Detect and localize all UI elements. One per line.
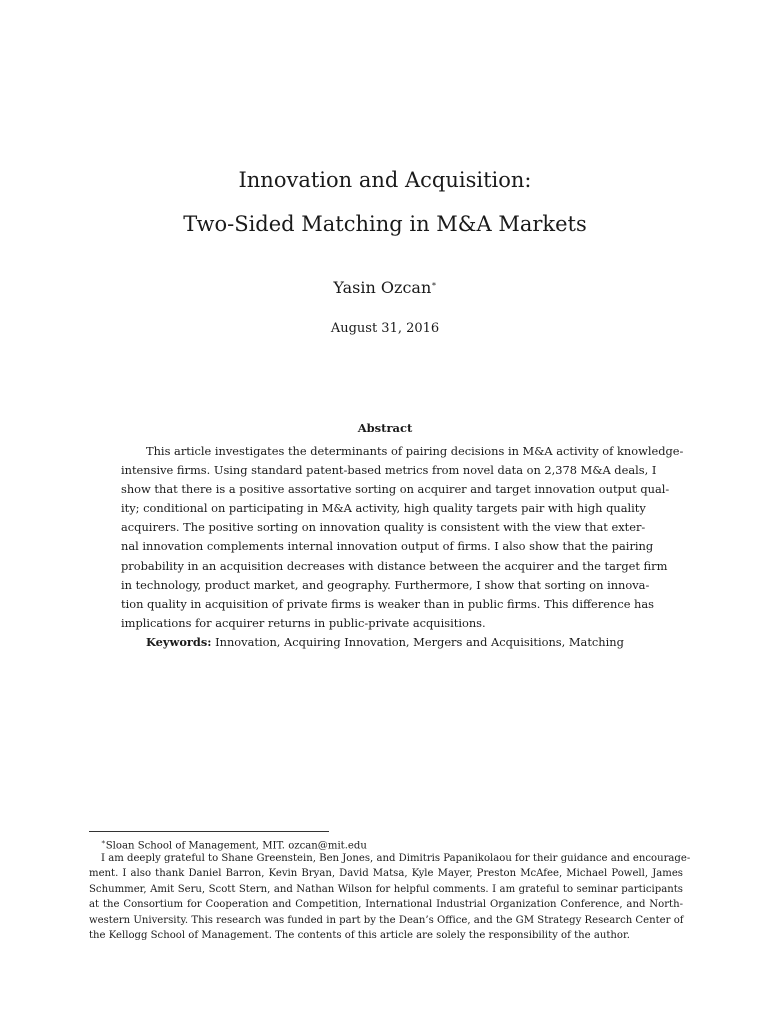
abstract-line: acquirers. The positive sorting on innovation quality is consistent with the view that exter- (121, 520, 646, 535)
abstract-line: ity; conditional on participating in M&A activity, high quality targets pair with high quality (121, 501, 646, 516)
abstract-line: tion quality in acquisition of private firms is weaker than in public firms. This difference has (121, 596, 655, 611)
abstract-line: intensive firms. Using standard patent-based metrics from novel data on 2,378 M&A deals, I (121, 463, 657, 478)
footnote-marker: ∗ (101, 838, 106, 846)
abstract-line: show that there is a positive assortative sorting on acquirer and target innovation output qual- (121, 482, 670, 497)
abstract-line: nal innovation complements internal innovation output of firms. I also show that the pairing (121, 539, 654, 554)
keywords (121, 633, 643, 652)
footnote-line: the Kellogg School of Management. The contents of this article are solely the responsibility of the author. (89, 930, 630, 941)
footnote-rule (89, 831, 329, 832)
footnote-line: I am deeply grateful to Shane Greenstein, Ben Jones, and Dimitris Papanikolaou for their guidance and encourage- (101, 852, 691, 864)
keywords-text: Innovation, Acquiring Innovation, Mergers and Acquisitions, Matching (215, 634, 624, 649)
author-footnote-marker: ∗ (431, 279, 437, 289)
keywords-label: Keywords: (146, 634, 212, 649)
date: August 31, 2016 (330, 321, 440, 336)
footnote-affiliation-text: Sloan School of Management, MIT. ozcan@mit.edu (105, 840, 367, 852)
title-line-2: Two-Sided Matching in M&A Markets (183, 212, 587, 236)
abstract-line: probability in an acquisition decreases with distance between the acquirer and the target firm (121, 558, 668, 573)
abstract-body (121, 442, 684, 652)
title-line-1: Innovation and Acquisition: (238, 168, 532, 192)
footnote (89, 835, 691, 944)
footnote-line: ment. I also thank Daniel Barron, Kevin Bryan, David Matsa, Kyle Mayer, Preston McAfee, Michael Powell, James (89, 868, 683, 879)
footnote-line: at the Consortium for Cooperation and Competition, International Industrial Organization Conference, and North- (89, 899, 683, 910)
abstract-line: in technology, product market, and geography. Furthermore, I show that sorting on innova- (121, 577, 650, 592)
footnote-affiliation (89, 835, 683, 851)
footnote-line: Schummer, Amit Seru, Scott Stern, and Nathan Wilson for helpful comments. I am grateful to seminar participants (89, 883, 683, 895)
author-name: Yasin Ozcan (333, 278, 432, 297)
abstract-heading: Abstract (357, 421, 413, 435)
abstract-line: This article investigates the determinants of pairing decisions in M&A activity of knowledge- (146, 444, 684, 458)
abstract-line: implications for acquirer returns in public-private acquisitions. (121, 615, 486, 630)
footnote-line: western University. This research was funded in part by the Dean’s Office, and the GM Strategy Research Center of (89, 914, 684, 926)
author (0, 280, 770, 296)
